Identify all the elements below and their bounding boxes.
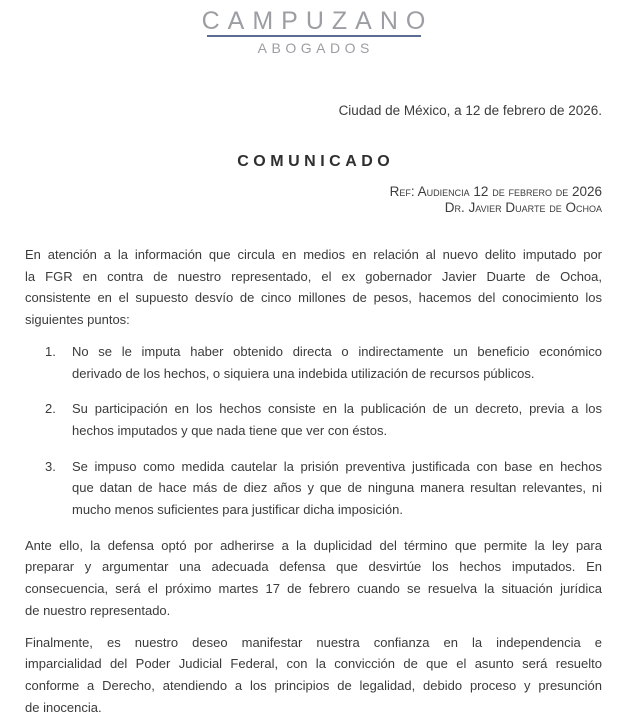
numbered-point: [25, 398, 602, 441]
intro-paragraph: [25, 244, 602, 331]
text-line: derivado de los hechos, o siquiera una indebida utilización de recursos públicos.: [72, 365, 535, 381]
text-line: siguientes puntos:: [25, 312, 130, 328]
point-number: 2.: [45, 401, 56, 417]
document-body: [25, 244, 602, 715]
document-title: COMUNICADO: [237, 153, 395, 170]
numbered-point: [25, 341, 602, 384]
text-line: la FGR en contra de nuestro representado, el ex gobernador Javier Duarte de Ochoa,: [25, 268, 602, 284]
firm-logo-subtitle: ABOGADOS: [257, 40, 374, 56]
point-number: 3.: [45, 458, 56, 474]
text-line: de nuestro representado.: [25, 602, 171, 618]
text-line: de inocencia.: [25, 699, 102, 715]
text-line: Ante ello, la defensa optó por adherirse a la duplicidad del término que permite la ley para: [25, 537, 602, 553]
text-line: conforme a Derecho, atendiendo a los principios de legalidad, debido proceso y presunción: [25, 677, 602, 693]
text-line: preparar y argumentar una adecuada defensa que desvirtúe los hechos imputados. En: [25, 559, 602, 575]
text-line: mucho menos suficientes para justificar dicha imposición.: [72, 502, 403, 518]
letterhead: [25, 8, 602, 56]
reference-line-1: Ref: Audiencia 12 de febrero de 2026: [389, 184, 602, 199]
dateline: Ciudad de México, a 12 de febrero de 2026.: [338, 103, 602, 118]
text-line: Su participación en los hechos consiste en la publicación de un decreto, previa a los: [72, 401, 602, 417]
text-line: Se impuso como medida cautelar la prisión preventiva justificada con base en hechos: [72, 458, 602, 474]
text-line: No se le imputa haber obtenido directa o indirectamente un beneficio económico: [72, 343, 602, 359]
point-number: 1.: [45, 343, 56, 359]
firm-logo-name: CAMPUZANO: [201, 7, 434, 35]
text-line: que datan de hace más de diez años y que de ninguna manera resultan relevantes, ni: [72, 480, 602, 496]
text-line: consistente en el supuesto desvío de cinco millones de pesos, hacemos del conocimiento los: [25, 290, 602, 306]
closing-paragraph-2: [25, 632, 602, 715]
text-line: hechos imputados y que nada tiene que ver con éstos.: [72, 422, 388, 438]
text-line: consecuencia, será el próximo martes 17 de febrero cuando se resuelva la situación jurídica: [25, 581, 602, 597]
text-line: Finalmente, es nuestro deseo manifestar nuestra confianza en la independencia e: [25, 634, 602, 650]
numbered-point: [25, 456, 602, 521]
logo-divider: [207, 35, 421, 37]
reference-block: [25, 184, 602, 215]
closing-paragraph-1: [25, 535, 602, 622]
numbered-points: [25, 341, 602, 521]
reference-line-2: Dr. Javier Duarte de Ochoa: [444, 199, 602, 215]
text-line: imparcialidad del Poder Judicial Federal, con la convicción de que el asunto será resuelto: [25, 656, 602, 672]
text-line: En atención a la información que circula en medios en relación al nuevo delito imputado por: [25, 247, 602, 262]
